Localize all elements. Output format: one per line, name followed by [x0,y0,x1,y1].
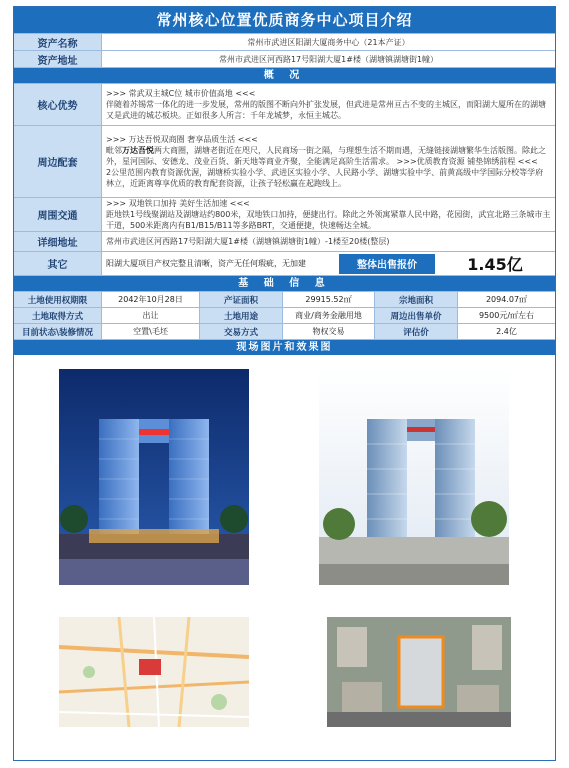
traffic-text: 距地铁1号线聚湖站及湖塘站约800米，双地铁口加持，便捷出行。除此之外领寓紧靠人民中路，花园街，武宜北路三条城市主干道，500米距离内有B1/B15/B11等多路BRT，交通便捷，快速畅达全城。 [106,210,551,230]
other-row [14,251,555,275]
core-advantage-headline: >>> 常武双主城C位 城市价值高地 <<< [106,89,256,98]
asset-name-row [14,33,555,50]
basic-info-row [14,307,555,323]
asset-address-row [14,50,555,67]
traffic-label: 周围交通 [14,198,102,231]
basic-value: 出让 [102,308,200,323]
project-sheet [13,6,556,761]
aerial-photo-image [327,617,511,727]
basic-key: 评估价 [375,324,458,339]
basic-info-row [14,291,555,307]
surroundings-text-a: 毗邻 [106,146,122,155]
core-advantage-text: 伴随着苏锡常一体化的进一步发展，常州的版图不断向外扩张发展，但武进是常州亘古不变的主城区，而阳湖大厦所在的湖塘又是武进的城芯板块。正如很多人所言：千年龙城梦，永恒主城芯。 [106,100,546,120]
traffic-row [14,197,555,231]
basic-value: 9500元/㎡左右 [478,311,535,320]
basic-value: 2094.07㎡ [485,295,528,304]
night-rendering-image [59,369,249,585]
basic-key: 目前状态\装修情况 [14,324,102,339]
basic-key: 土地取得方式 [14,308,102,323]
core-advantage-row [14,83,555,125]
sale-price: 1.45亿 [467,255,523,274]
page-title: 常州核心位置优质商务中心项目介绍 [14,7,555,33]
traffic-headline: >>> 双地铁口加持 美好生活加速 <<< [106,199,250,208]
other-label: 其它 [14,252,102,275]
asset-address-label: 资产地址 [14,51,102,67]
sale-label: 整体出售报价 [339,254,435,274]
other-desc: 阳湖大厦项目产权完整且清晰，资产无任何瑕疵，无加建 [106,259,306,268]
photos-bar: 现场图片和效果图 [14,339,555,355]
basic-key: 交易方式 [200,324,283,339]
detail-address-value: 常州市武进区河西路17号阳湖大厦1#楼（湖塘镇湖塘街1幢）-1楼至20楼(整层) [106,237,390,246]
day-rendering-image [319,369,509,585]
location-map-image [59,617,249,727]
surroundings-label: 周边配套 [14,126,102,197]
asset-name-value: 常州市武进区阳湖大厦商务中心（21本产证） [247,37,410,47]
basic-value: 商业/商务金融用地 [283,308,375,323]
surroundings-text-c: 两大商圈，湖塘老街近在咫尺，人民商场一街之隔，与理想生活不期而遇，无缝链接湖塘繁华生活版图。除此之外，星河国际、安德龙、茂业百货、新天地等商业齐聚，全能满足高阶生活需求。 >>>优质教育资源 铺垫锦绣前程 <<< [106,146,546,166]
basic-value: 空置\毛坯 [102,324,200,339]
basic-info-row [14,323,555,339]
basic-value: 物权交易 [283,324,375,339]
basic-value: 2042年10月28日 [102,292,200,307]
detail-address-label: 详细地址 [14,232,102,251]
overview-bar: 概 况 [14,67,555,83]
basic-info-bar: 基 础 信 息 [14,275,555,291]
basic-key: 土地用途 [200,308,283,323]
photos-area [14,355,555,740]
surroundings-headline: >>> 万达吾悦双商圈 奢享品质生活 <<< [106,135,258,144]
basic-key: 土地使用权期限 [14,292,102,307]
asset-address-value: 常州市武进区河西路17号阳湖大厦1#楼（湖塘镇湖塘街1幢） [218,54,439,64]
basic-key: 周边出售单价 [375,308,458,323]
basic-key: 宗地面积 [375,292,458,307]
core-advantage-label: 核心优势 [14,84,102,125]
detail-address-row [14,231,555,251]
surroundings-text-highlight: 万达吾悦 [122,146,154,155]
asset-name-label: 资产名称 [14,34,102,50]
basic-value: 29915.52㎡ [283,292,375,307]
surroundings-text-education: 2公里范围内教育资源优渥，湖塘桥实验小学、武进区实验小学、人民路小学、湖塘实验中学、前黄高级中学国际分校等学府林立，近距离尊享优质的教育配套资源，让孩子轻松赢在起跑线上。 [106,168,544,188]
basic-key: 产证面积 [200,292,283,307]
surroundings-row [14,125,555,197]
basic-value: 2.4亿 [496,327,517,336]
